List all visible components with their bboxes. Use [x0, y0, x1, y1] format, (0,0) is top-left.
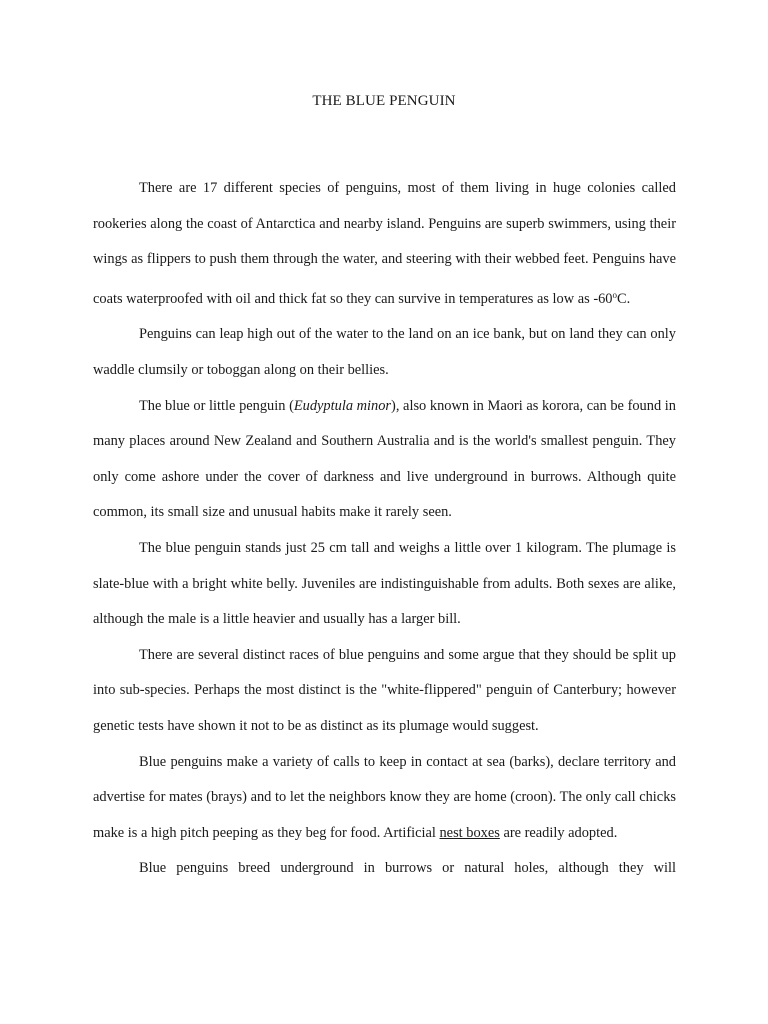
paragraph-movement: Penguins can leap high out of the water to the land on an ice bank, but on land they can only waddle clumsily or toboggan along on their bellies. — [93, 326, 676, 378]
paragraph-text: Blue penguins make a variety of calls to keep in contact at sea (barks), declare territory and advertise for mates (brays) and to let the neighbors know they are home (croon). The only call chicks make is a high pitch peeping as they beg for food. Artificial — [93, 753, 676, 841]
paragraph-text: ), also known in Maori as korora, can be found in many places around New Zealand and Southern Australia and is the world's smallest penguin. They only come ashore under the cover of darkness and live underground in burrows. Although quite common, its small size and unusual habits make it rarely seen. — [93, 397, 676, 521]
document-title: THE BLUE PENGUIN — [312, 93, 456, 109]
document-body — [93, 171, 676, 887]
paragraph-calls — [93, 745, 676, 852]
paragraph-blue-penguin-intro — [93, 389, 676, 531]
degree-superscript: o — [612, 289, 618, 300]
species-name: Eudyptula minor — [293, 397, 392, 414]
paragraph-species-overview — [93, 171, 676, 317]
paragraph-races: There are several distinct races of blue penguins and some argue that they should be split up into sub-species. Perhaps the most distinct is the "white-flippered" penguin of Canterbury; however genetic tests have shown it not to be as distinct as its plumage would suggest. — [93, 646, 676, 734]
paragraph-text: are readily adopted. — [499, 824, 618, 841]
paragraph-size-plumage: The blue penguin stands just 25 cm tall and weighs a little over 1 kilogram. The plumage is slate-blue with a bright white belly. Juveniles are indistinguishable from adults. Both sexes are alike, although the male is a little heavier and usually has a larger bill. — [93, 539, 676, 628]
paragraph-text: There are 17 different species of penguins, most of them living in huge colonies called rookeries along the coast of Antarctica and nearby island. Penguins are superb swimmers, using their wings as flippers to push them through the water, and steering with their webbed feet. Penguins have coats waterproofed with oil and thick fat so they can survive in temperatures as low as -60 — [93, 180, 676, 307]
nest-boxes-link[interactable]: nest boxes — [439, 824, 500, 841]
paragraph-breeding: Blue penguins breed underground in burrows or natural holes, although they will — [139, 860, 676, 877]
temperature-unit: C. — [617, 290, 631, 307]
paragraph-text: The blue or little penguin ( — [139, 397, 294, 414]
